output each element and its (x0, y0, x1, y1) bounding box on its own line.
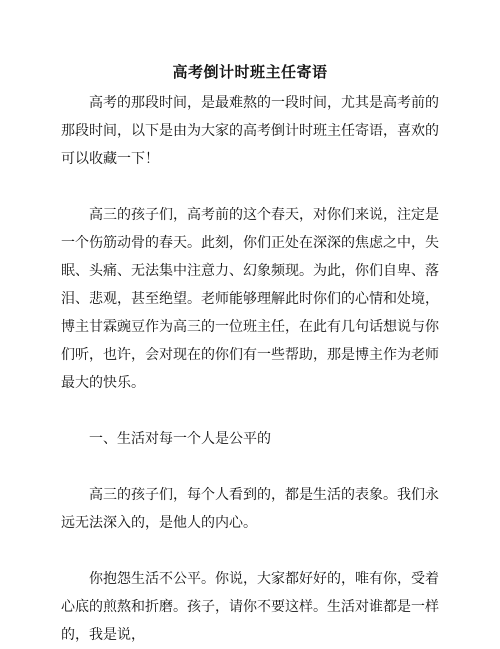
document-title: 高考倒计时班主任寄语 (172, 63, 328, 81)
paragraph-spacer (61, 173, 439, 201)
document-body (61, 60, 439, 649)
paragraph-spacer (61, 453, 439, 481)
intro-paragraph: 高考的那段时间，是最难熬的一段时间，尤其是高考前的那段时间，以下是由为大家的高考倒计时班主任寄语，喜欢的可以收藏一下！ (61, 95, 439, 167)
paragraph-complaint: 你抱怨生活不公平。你说，大家都好好的，唯有你，受着心底的煎熬和折磨。孩子，请你不要这样。生活对谁都是一样的，我是说， (61, 571, 439, 643)
paragraph-spacer (61, 397, 439, 425)
paragraph-students-spring: 高三的孩子们，高考前的这个春天，对你们来说，注定是一个伤筋动骨的春天。此刻，你们正处在深深的焦虑之中，失眠、头痛、无法集中注意力、幻象频现。为此，你们自卑、落泪、悲观，甚至绝望。老师能够理解此时你们的心情和处境，博主甘霖豌豆作为高三的一位班主任，在此有几句话想说与你们听，也许，会对现在的你们有一些帮助，那是博主作为老师最大的快乐。 (61, 207, 439, 391)
paragraph-appearances: 高三的孩子们，每个人看到的，都是生活的表象。我们永远无法深入的，是他人的内心。 (61, 487, 439, 531)
section-heading-fairness: 一、生活对每一个人是公平的 (89, 431, 271, 447)
paragraph-spacer (61, 537, 439, 565)
